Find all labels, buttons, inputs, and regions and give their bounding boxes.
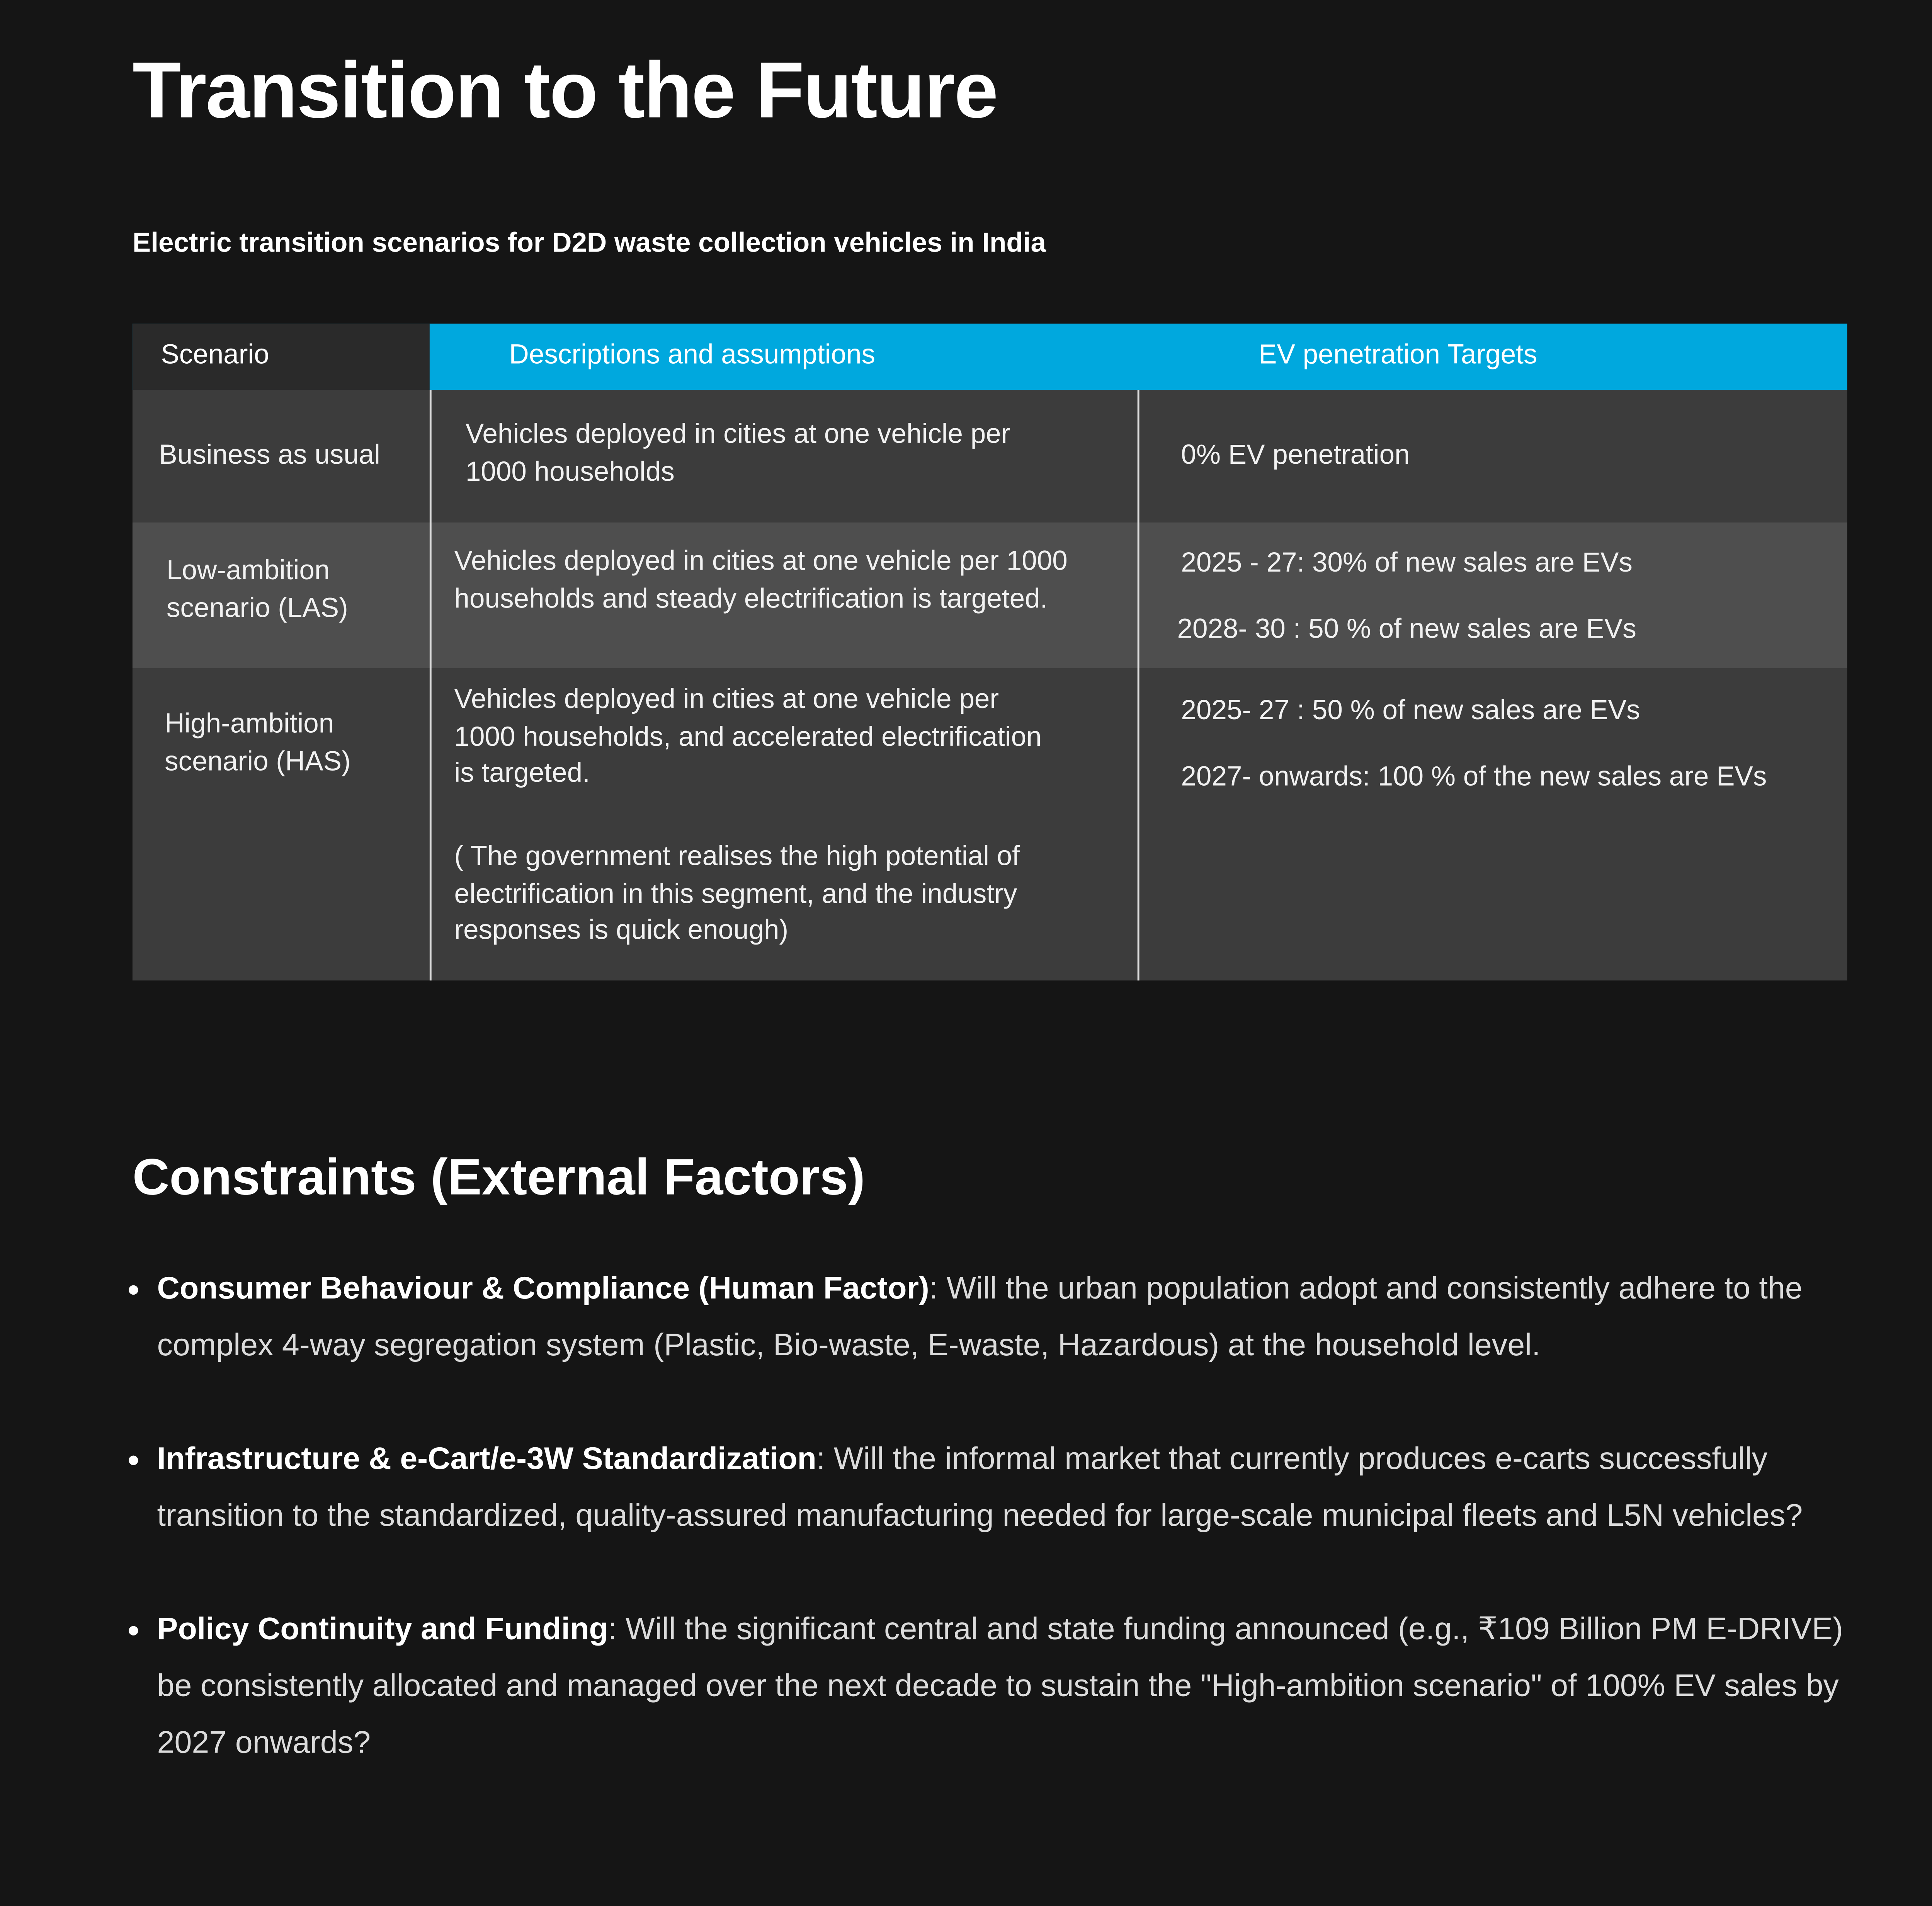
constraint-text: : Will the informal market that currently produces e-carts successfully transition to the standardized, quality-assured manufacturing needed for large-scale municipal fleets and L5N vehicles? <box>157 1442 1803 1533</box>
target-cell: 2025 - 27: 30% of new sales are EVs <box>1181 549 1633 579</box>
constraint-label: Policy Continuity and Funding <box>157 1613 608 1647</box>
scenario-table <box>133 324 1847 981</box>
list-item <box>157 1431 1861 1545</box>
scenario-line: scenario (LAS) <box>167 593 348 624</box>
header-ev-targets: EV penetration Targets <box>1259 340 1537 371</box>
constraint-label: Infrastructure & e-Cart/e-3W Standardization <box>157 1442 816 1477</box>
description-line: Vehicles deployed in cities at one vehicle per 1000 <box>454 547 1068 577</box>
description-cell <box>466 418 1109 492</box>
scenario-cell <box>167 555 348 628</box>
scenario-line: scenario (HAS) <box>165 747 351 777</box>
scenario-cell: Business as usual <box>159 441 380 471</box>
note-line: electrification in this segment, and the industry <box>454 879 1017 910</box>
target-cell: 2025- 27 : 50 % of new sales are EVs <box>1181 696 1640 727</box>
description-line: households and steady electrification is targeted. <box>454 584 1048 614</box>
description-line: Vehicles deployed in cities at one vehicle per <box>454 685 999 716</box>
list-item <box>157 1261 1861 1374</box>
note-line: responses is quick enough) <box>454 916 789 946</box>
header-scenario: Scenario <box>161 340 269 371</box>
scenario-line: High-ambition <box>165 710 334 740</box>
constraints-heading: Constraints (External Factors) <box>132 1149 865 1206</box>
constraints-list <box>157 1261 1861 1828</box>
description-cell <box>454 683 1136 794</box>
scenario-cell <box>165 708 351 782</box>
description-line: is targeted. <box>454 759 590 790</box>
target-cell: 2027- onwards: 100 % of the new sales are EVs <box>1181 762 1767 793</box>
constraint-label: Consumer Behaviour & Compliance (Human Factor) <box>157 1272 929 1306</box>
constraint-text: : Will the urban population adopt and consistently adhere to the complex 4-way segregation system (Plastic, Bio-waste, E-waste, Hazardous) at the household level. <box>157 1272 1803 1363</box>
bullet-icon <box>129 1626 138 1635</box>
bullet-icon <box>129 1456 138 1465</box>
page-title: Transition to the Future <box>132 45 998 134</box>
table-caption: Electric transition scenarios for D2D waste collection vehicles in India <box>132 229 1046 260</box>
constraint-text: : Will the significant central and state funding announced (e.g., ₹109 Billion PM E-DRIVE) be consistently allocated and managed over the next decade to sustain the "High-ambition scenario" of 100% EV sales by 2027 onwards? <box>157 1613 1843 1761</box>
column-divider <box>1138 390 1139 980</box>
bullet-icon <box>129 1285 138 1295</box>
description-line: 1000 households <box>465 457 675 488</box>
list-item <box>157 1601 1861 1772</box>
note-line: ( The government realises the high potential of <box>454 842 1020 873</box>
header-descriptions: Descriptions and assumptions <box>509 340 876 371</box>
description-line: Vehicles deployed in cities at one vehicle per <box>465 420 1010 451</box>
column-divider <box>430 390 432 980</box>
note-cell <box>454 841 1136 951</box>
scenario-line: Low-ambition <box>167 556 330 587</box>
description-line: 1000 households, and accelerated electrification <box>454 722 1042 752</box>
description-cell <box>454 545 1136 619</box>
target-cell: 0% EV penetration <box>1181 441 1410 471</box>
target-cell: 2028- 30 : 50 % of new sales are EVs <box>1177 615 1636 646</box>
